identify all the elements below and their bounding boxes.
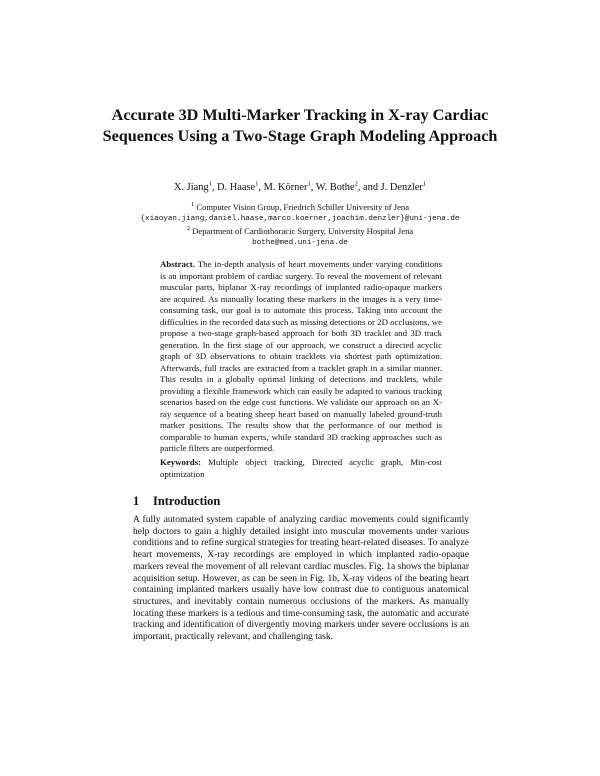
affiliation-1-email: {xiaoyan.jiang,daniel.haase,marco.koerner,joachim.denzler}@uni-jena.de	[140, 215, 460, 223]
author: J. Denzler$^1$	[380, 180, 427, 193]
paper-title: Accurate 3D Multi-Marker Tracking in X-ray Cardiac Sequences Using a Two-Stage Graph Modeling Approach	[102, 106, 498, 145]
author: D. Haase$^1$	[217, 180, 259, 193]
affiliation-2-email: bothe@med.uni-jena.de	[252, 239, 348, 247]
abstract-label: Abstract.	[160, 259, 195, 269]
author: W. Bothe$^2$	[315, 180, 358, 193]
keywords-text: Multiple object tracking, Directed acyclic graph, Min-cost optimization	[160, 457, 442, 479]
section-heading	[133, 494, 473, 509]
affiliation-2: $^2$ Department of Cardiothoracic Surgery, University Hospital Jena	[186, 225, 414, 236]
author-list: X. Jiang$^1$, D. Haase$^1$, M. Körner$^1$, W. Bothe$^2$, and J. Denzler$^1$	[173, 180, 427, 193]
author: X. Jiang$^1$	[173, 180, 212, 193]
affiliations	[90, 201, 510, 249]
affiliation-1: $^1$ Computer Vision Group, Friedrich Schiller University of Jena	[190, 201, 410, 212]
section-number: 1	[133, 494, 140, 508]
abstract	[160, 259, 442, 455]
intro-paragraph: A fully automated system capable of analyzing cardiac movements could significantly help doctors to gain a highly detailed insight into muscular movements under various conditions and to refine surgical strategies for treating heart-related diseases. To analyze heart movements, X-ray recordings are employed in which implanted radio-opaque markers reveal the movement of all relevant cardiac muscles. Fig. 1a shows the biplanar acquisition setup. However, as can be seen in Fig. 1b, X-ray videos of the beating heart containing implanted markers usually have low contrast due to contiguous anatomical structures, and inevitably contain numerous occlusions of the markers. As manually locating these markers is a tedious and time-consuming task, the automatic and accurate tracking and identification of divergently moving markers under severe occlusions is an important, practically relevant, and challenging task.	[133, 515, 469, 643]
abstract-text: The in-depth analysis of heart movements under varying conditions is an important problem of cardiac surgery. To reveal the movement of relevant muscular parts, biplanar X-ray recordings of implanted radio-opaque markers are acquired. As manually locating these markers in the images is a very time-consuming task, our goal is to automate this process. Taking into account the difficulties in the recorded data such as missing detections or 2D occlusions, we propose a two-stage graph-based approach for both 3D tracklet and 3D track generation. In the first stage of our approach, we construct a directed acyclic graph of 3D observations to obtain tracklets via shortest path optimization. Afterwards, full tracks are extracted from a tracklet graph in a similar manner. This results in a globally optimal linking of detections and tracklets, while providing a flexible framework which can easily be adapted to various tracking scenarios based on the edge cost functions. We validate our approach on an X-ray sequence of a beating sheep heart based on manually labeled ground-truth marker positions. The results show that the performance of our method is comparable to human experts, while standard 3D tracking approaches such as particle filters are outperformed.	[160, 259, 442, 453]
section-title: Introduction	[153, 494, 221, 508]
keywords-label: Keywords:	[160, 457, 202, 467]
keywords	[160, 457, 442, 480]
author: M. Körner$^1$	[263, 180, 311, 193]
